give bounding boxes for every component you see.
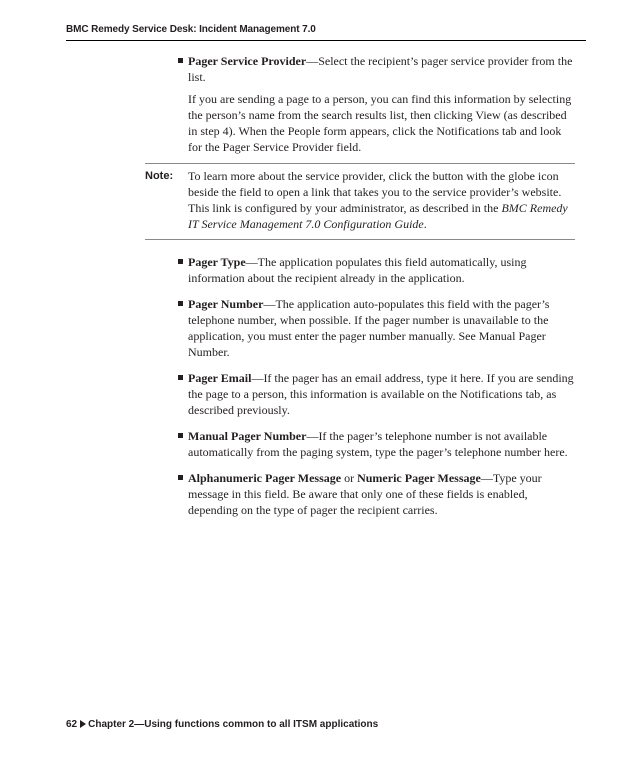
- item-term: Pager Type: [188, 255, 246, 269]
- item-term: Pager Service Provider: [188, 54, 307, 68]
- item-text: —If the pager’s telephone number is not available automatically from the paging system, type the pager’s telephone number here.: [188, 429, 568, 459]
- bullet-icon: [178, 475, 183, 480]
- item-term: Numeric Pager Message: [357, 471, 481, 485]
- note-citation: BMC Remedy IT Service Management 7.0 Configuration Guide: [188, 201, 568, 231]
- footer-chapter: Chapter 2—Using functions common to all ITSM applications: [88, 719, 379, 730]
- page-number: 62: [66, 719, 78, 730]
- list-item-pager-message: [145, 470, 575, 518]
- bullet-icon: [178, 433, 183, 438]
- item-text: —The application auto-populates this field with the pager’s telephone number, when possible. If the pager number is unavailable to the application, you must enter the pager number manually. See Manual Pager Number.: [188, 297, 550, 359]
- item-term: Pager Email: [188, 371, 252, 385]
- bullet-icon: [178, 58, 183, 63]
- page-footer: [66, 719, 378, 730]
- item-text: —Select the recipient’s pager service provider from the list.: [188, 54, 573, 84]
- bullet-icon: [178, 301, 183, 306]
- note-label: Note:: [145, 170, 174, 182]
- item-term: Manual Pager Number: [188, 429, 307, 443]
- item-term: Pager Number: [188, 297, 264, 311]
- item-term: Alphanumeric Pager Message: [188, 471, 342, 485]
- bullet-icon: [178, 375, 183, 380]
- list-item-manual-pager-number: [145, 428, 575, 460]
- bullet-icon: [178, 259, 183, 264]
- list-item-pager-email: [145, 370, 575, 418]
- list-item-pager-number: [145, 296, 575, 360]
- list-item-pager-service-provider: [145, 53, 575, 85]
- item-text: —The application populates this field automatically, using information about the recipient already in the application.: [188, 255, 527, 285]
- running-header: [66, 24, 586, 41]
- page-content: [145, 53, 575, 528]
- arrow-right-icon: [80, 720, 86, 728]
- pager-provider-paragraph: If you are sending a page to a person, you can find this information by selecting the person’s name from the search results list, then clicking View (as described in step 4). When the People form appears, click the Notifications tab and look for the Pager Service Provider field.: [188, 92, 572, 154]
- note-text-after: .: [423, 217, 427, 231]
- item-text: —If the pager has an email address, type it here. If you are sending the page to a person, this information is available on the Notifications tab, as described previously.: [188, 371, 574, 417]
- item-joiner: or: [341, 471, 358, 485]
- list-item-pager-type: [145, 254, 575, 286]
- note-text-before: To learn more about the service provider, click the button with the globe icon beside the field to open a link that takes you to the service provider’s website. This link is configured by your administrator, as described in the: [188, 169, 562, 215]
- header-title: BMC Remedy Service Desk: Incident Management 7.0: [66, 24, 316, 35]
- note-box: [145, 163, 575, 240]
- item-text: —Type your message in this field. Be aware that only one of these fields is enabled, depending on the type of pager the recipient carries.: [188, 471, 542, 517]
